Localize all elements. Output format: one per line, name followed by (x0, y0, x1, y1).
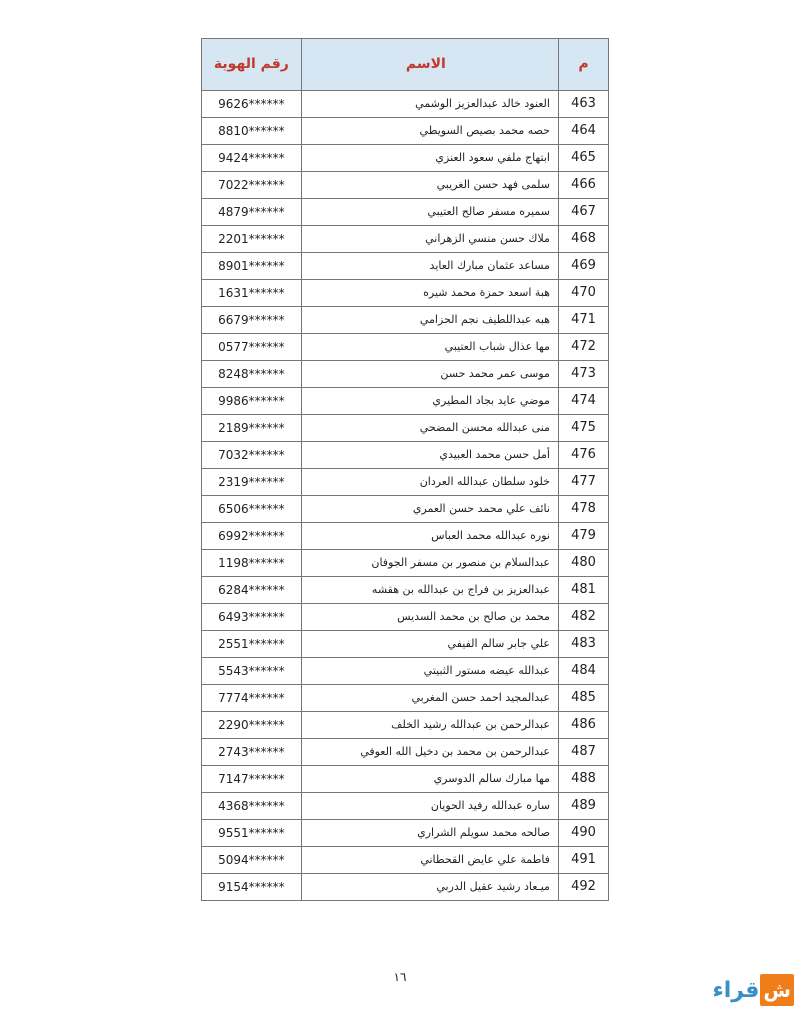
row-name-cell: محمد بن صالح بن محمد السديس (301, 604, 558, 631)
row-id-cell: 6493****** (202, 604, 302, 631)
row-name-cell: مها عذال شباب العتيبي (301, 334, 558, 361)
row-number-cell: 466 (558, 172, 608, 199)
table-row (202, 550, 609, 577)
row-name-cell: عبدالمجيد احمد حسن المغربي (301, 685, 558, 712)
header-id-number: رقم الهوية (202, 39, 302, 91)
row-name-cell: موضي عايد بجاد المطيري (301, 388, 558, 415)
row-id-cell: 4879****** (202, 199, 302, 226)
row-number-cell: 481 (558, 577, 608, 604)
row-id-cell: 8248****** (202, 361, 302, 388)
row-number-cell: 468 (558, 226, 608, 253)
row-number-cell: 484 (558, 658, 608, 685)
row-number-cell: 487 (558, 739, 608, 766)
table-row (202, 604, 609, 631)
table-row (202, 469, 609, 496)
row-id-cell: 1198****** (202, 550, 302, 577)
row-name-cell: ملاك حسن منسي الزهراني (301, 226, 558, 253)
row-number-cell: 480 (558, 550, 608, 577)
table-row (202, 361, 609, 388)
row-name-cell: سميره مسفر صالح العتيبي (301, 199, 558, 226)
table-row (202, 658, 609, 685)
row-name-cell: مها مبارك سالم الدوسري (301, 766, 558, 793)
table-row (202, 442, 609, 469)
row-name-cell: عبدالرحمن بن عبدالله رشيد الخلف (301, 712, 558, 739)
row-name-cell: ساره عبدالله رفيد الحويان (301, 793, 558, 820)
row-id-cell: 1631****** (202, 280, 302, 307)
row-id-cell: 6284****** (202, 577, 302, 604)
row-id-cell: 7032****** (202, 442, 302, 469)
row-name-cell: عبدالسلام بن منصور بن مسفر الجوفان (301, 550, 558, 577)
row-number-cell: 474 (558, 388, 608, 415)
row-name-cell: أمل حسن محمد العبيدي (301, 442, 558, 469)
row-number-cell: 464 (558, 118, 608, 145)
row-number-cell: 489 (558, 793, 608, 820)
row-name-cell: ميـعاد رشيد عقيل الدربي (301, 874, 558, 901)
row-number-cell: 467 (558, 199, 608, 226)
table-body (202, 91, 609, 901)
logo-mark: ش (760, 974, 794, 1006)
table-row (202, 712, 609, 739)
row-number-cell: 465 (558, 145, 608, 172)
site-logo (713, 974, 795, 1006)
row-number-cell: 479 (558, 523, 608, 550)
row-number-cell: 483 (558, 631, 608, 658)
row-id-cell: 6506****** (202, 496, 302, 523)
table-row (202, 820, 609, 847)
row-id-cell: 7774****** (202, 685, 302, 712)
row-number-cell: 478 (558, 496, 608, 523)
row-id-cell: 2319****** (202, 469, 302, 496)
row-name-cell: عبدالعزيز بن فراج بن عبدالله بن هقشه (301, 577, 558, 604)
row-number-cell: 471 (558, 307, 608, 334)
table-row (202, 91, 609, 118)
header-name: الاسم (301, 39, 558, 91)
row-id-cell: 9424****** (202, 145, 302, 172)
table-row (202, 577, 609, 604)
row-id-cell: 9986****** (202, 388, 302, 415)
table-header-row (202, 39, 609, 91)
row-number-cell: 463 (558, 91, 608, 118)
row-number-cell: 492 (558, 874, 608, 901)
row-name-cell: علي جابر سالم الفيفي (301, 631, 558, 658)
row-name-cell: مساعد عثمان مبارك العايد (301, 253, 558, 280)
page-number: ١٦ (393, 970, 407, 984)
header-number: م (558, 39, 608, 91)
row-name-cell: ابتهاج ملفي سعود العنزي (301, 145, 558, 172)
row-number-cell: 472 (558, 334, 608, 361)
row-id-cell: 9154****** (202, 874, 302, 901)
row-id-cell: 2290****** (202, 712, 302, 739)
table-row (202, 280, 609, 307)
table-row (202, 739, 609, 766)
row-number-cell: 473 (558, 361, 608, 388)
row-id-cell: 8810****** (202, 118, 302, 145)
table-row (202, 388, 609, 415)
row-name-cell: عبدالرحمن بن محمد بن دخيل الله العوفي (301, 739, 558, 766)
row-number-cell: 475 (558, 415, 608, 442)
row-name-cell: موسى عمر محمد حسن (301, 361, 558, 388)
table-row (202, 766, 609, 793)
row-id-cell: 4368****** (202, 793, 302, 820)
row-number-cell: 469 (558, 253, 608, 280)
row-number-cell: 485 (558, 685, 608, 712)
table-row (202, 307, 609, 334)
row-name-cell: العنود خالد عبدالعزيز الوشمي (301, 91, 558, 118)
row-id-cell: 5543****** (202, 658, 302, 685)
row-number-cell: 491 (558, 847, 608, 874)
row-id-cell: 2551****** (202, 631, 302, 658)
table-row (202, 523, 609, 550)
row-name-cell: هبة اسعد حمزة محمد شيره (301, 280, 558, 307)
row-id-cell: 2189****** (202, 415, 302, 442)
row-id-cell: 8901****** (202, 253, 302, 280)
row-id-cell: 6679****** (202, 307, 302, 334)
table-row (202, 226, 609, 253)
row-number-cell: 476 (558, 442, 608, 469)
row-id-cell: 2743****** (202, 739, 302, 766)
row-name-cell: منى عبدالله محسن المضحي (301, 415, 558, 442)
row-number-cell: 470 (558, 280, 608, 307)
row-name-cell: حصه محمد بصيص السويطي (301, 118, 558, 145)
table-row (202, 847, 609, 874)
row-number-cell: 477 (558, 469, 608, 496)
row-number-cell: 486 (558, 712, 608, 739)
row-name-cell: نوره عبدالله محمد العباس (301, 523, 558, 550)
table-row (202, 145, 609, 172)
row-id-cell: 7022****** (202, 172, 302, 199)
row-name-cell: سلمى فهد حسن الغريبي (301, 172, 558, 199)
row-name-cell: فاطمة علي عايض القحطاني (301, 847, 558, 874)
row-name-cell: خلود سلطان عبدالله العردان (301, 469, 558, 496)
row-name-cell: عبدالله عيضه مستور الثبيتي (301, 658, 558, 685)
table-row (202, 496, 609, 523)
row-name-cell: نائف علي محمد حسن العمري (301, 496, 558, 523)
row-name-cell: صالحه محمد سويلم الشراري (301, 820, 558, 847)
row-name-cell: هبه عبداللطيف نجم الحزامي (301, 307, 558, 334)
row-id-cell: 9626****** (202, 91, 302, 118)
row-id-cell: 0577****** (202, 334, 302, 361)
row-id-cell: 6992****** (202, 523, 302, 550)
table-row (202, 685, 609, 712)
table-row (202, 415, 609, 442)
table-row (202, 253, 609, 280)
row-id-cell: 2201****** (202, 226, 302, 253)
logo-text: قراء (712, 977, 760, 1003)
table-row (202, 199, 609, 226)
row-number-cell: 490 (558, 820, 608, 847)
row-id-cell: 5094****** (202, 847, 302, 874)
table-row (202, 793, 609, 820)
table-row (202, 631, 609, 658)
table-row (202, 118, 609, 145)
row-number-cell: 482 (558, 604, 608, 631)
names-table (201, 38, 609, 901)
table-row (202, 334, 609, 361)
table-row (202, 172, 609, 199)
row-id-cell: 9551****** (202, 820, 302, 847)
row-id-cell: 7147****** (202, 766, 302, 793)
row-number-cell: 488 (558, 766, 608, 793)
table-row (202, 874, 609, 901)
